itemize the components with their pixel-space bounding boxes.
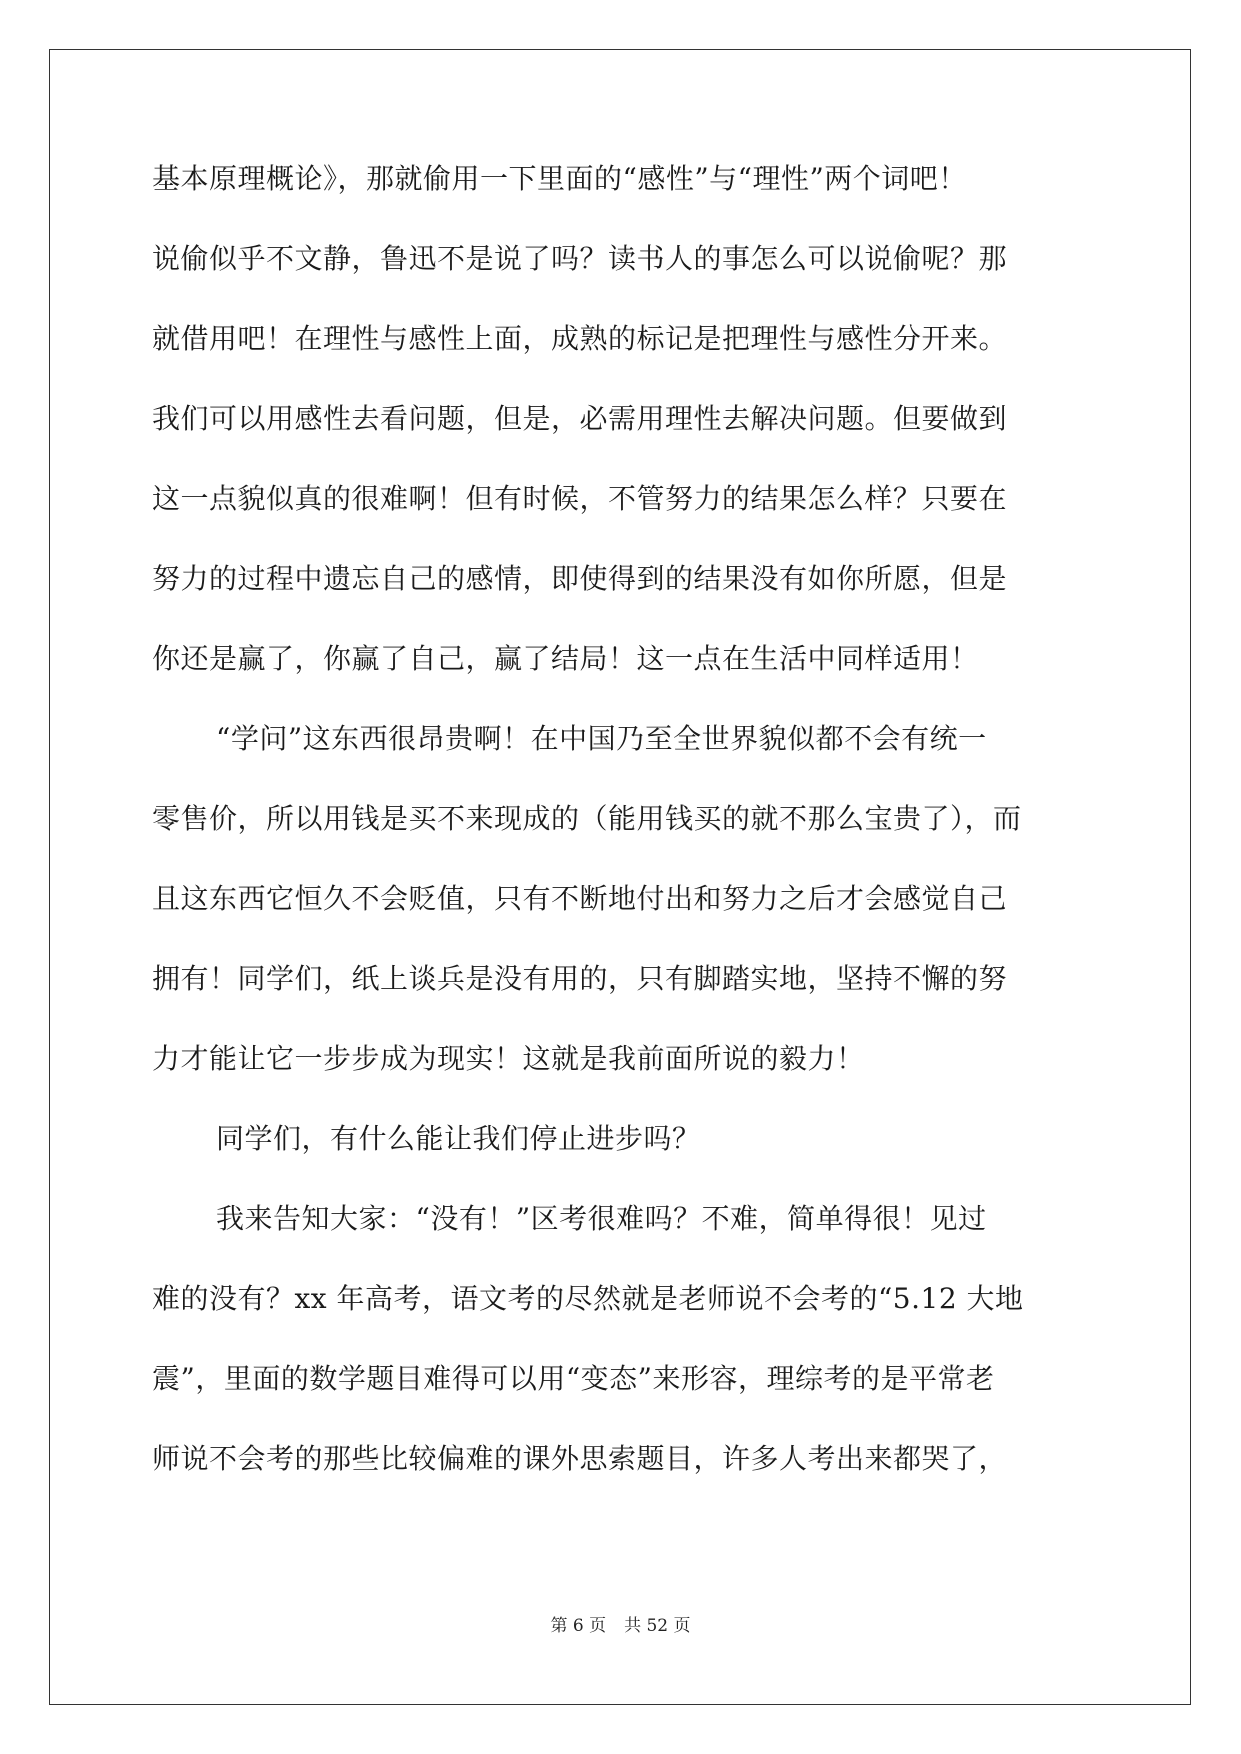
text-line: 你还是赢了，你赢了自己，赢了结局！这一点在生活中同样适用！ [152,642,979,675]
page-footer [0,1611,1241,1636]
paragraph-start-line: 同学们，有什么能让我们停止进步吗？ [216,1122,701,1155]
text-line: 震”，里面的数学题目难得可以用“变态”来形容，理综考的是平常老 [152,1362,995,1395]
text-line: 零售价，所以用钱是买不来现成的（能用钱买的就不那么宝贵了），而 [152,802,1022,835]
text-line: 这一点貌似真的很难啊！但有时候，不管努力的结果怎么样？只要在 [152,482,1008,515]
text-line: 就借用吧！在理性与感性上面，成熟的标记是把理性与感性分开来。 [152,322,1008,355]
text-line: 努力的过程中遗忘自己的感情，即使得到的结果没有如你所愿，但是 [152,562,1008,595]
page-number-current: 第 6 页 [550,1616,607,1636]
text-line: 力才能让它一步步成为现实！这就是我前面所说的毅力！ [152,1042,865,1075]
page-number-total: 共 52 页 [624,1616,691,1636]
text-line: 且这东西它恒久不会贬值，只有不断地付出和努力之后才会感觉自己 [152,882,1008,915]
text-line: 基本原理概论》，那就偷用一下里面的“感性”与“理性”两个词吧！ [152,162,967,195]
text-line: 师说不会考的那些比较偏难的课外思索题目，许多人考出来都哭了， [152,1442,1008,1475]
text-line: 难的没有？xx 年高考，语文考的尽然就是老师说不会考的“5.12 大地 [152,1282,1024,1315]
paragraph-start-line: “学问”这东西很昂贵啊！在中国乃至全世界貌似都不会有统一 [216,722,987,755]
document-body [152,155,1090,1515]
paragraph-start-line: 我来告知大家：“没有！”区考很难吗？不难，简单得很！见过 [216,1202,987,1235]
text-line: 拥有！同学们，纸上谈兵是没有用的，只有脚踏实地，坚持不懈的努 [152,962,1008,995]
text-line: 说偷似乎不文静，鲁迅不是说了吗？读书人的事怎么可以说偷呢？那 [152,242,1008,275]
text-line: 我们可以用感性去看问题，但是，必需用理性去解决问题。但要做到 [152,402,1008,435]
